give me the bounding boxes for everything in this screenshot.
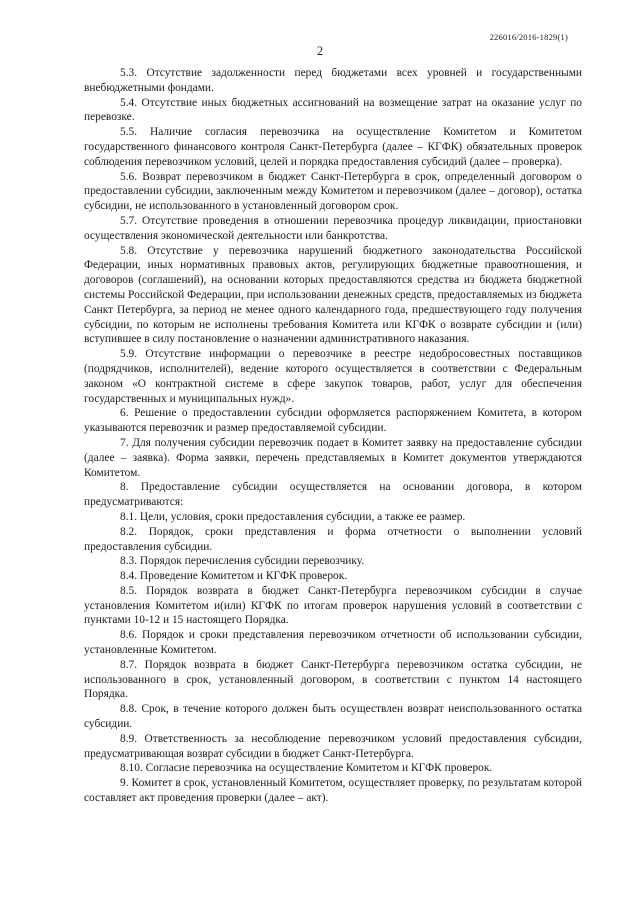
paragraph-8-7: 8.7. Порядок возврата в бюджет Санкт-Петербурга перевозчиком остатка субсидии, не использованного в срок, установленный договором, в соответствии с пунктом 14 настоящего Порядка. xyxy=(84,658,582,701)
paragraph-8-9: 8.9. Ответственность за несоблюдение перевозчиком условий предоставления субсидии, предусматривающая возврат субсидии в бюджет Санкт-Петербурга. xyxy=(84,732,582,760)
paragraph-9: 9. Комитет в срок, установленный Комитетом, осуществляет проверку, по результатам которой составляет акт проведения проверки (далее – акт). xyxy=(84,777,582,805)
document-body xyxy=(84,66,582,806)
paragraph-5-3: 5.3. Отсутствие задолженности перед бюджетами всех уровней и государственными внебюджетными фондами. xyxy=(84,67,582,94)
paragraph-8: 8. Предоставление субсидии осуществляется на основании договора, в котором предусматриваются: xyxy=(84,481,582,509)
paragraph-5-5: 5.5. Наличие согласия перевозчика на осуществление Комитетом и Комитетом государственного финансового контроля Санкт-Петербурга (далее – КГФК) обязательных проверок соблюдения перевозчиком условий, целей и порядка предоставления субсидий (далее – проверка). xyxy=(84,126,582,168)
paragraph-8-2: 8.2. Порядок, сроки представления и форма отчетности о выполнении условий предоставления субсидии. xyxy=(84,525,582,553)
paragraph-7: 7. Для получения субсидии перевозчик подает в Комитет заявку на предоставление субсидии (далее – заявка). Форма заявки, перечень представляемых в Комитет документов утверждаются Комитетом. xyxy=(84,436,582,479)
paragraph-6: 6. Решение о предоставлении субсидии оформляется распоряжением Комитета, в котором указываются перевозчик и размер предоставляемой субсидии. xyxy=(84,407,582,435)
document-id: 226016/2016-1829(1) xyxy=(489,32,568,42)
page-number: 2 xyxy=(316,44,324,58)
paragraph-5-8: 5.8. Отсутствие у перевозчика нарушений бюджетного законодательства Российской Федерации, иных нормативных правовых актов, регулирующих бюджетные правоотношения, и договоров (соглашений), на основании которых предоставляются средства из бюджета бюджетной системы Российской Федерации, при использовании денежных средств, предоставляемых из бюджета Санкт Петербурга, за период не менее одного календарного года, предшествующего году получения субсидии, по которым не исполнены требования Комитета или КГФК о возврате субсидии и (или) вступившее в силу постановление о назначении административного наказания. xyxy=(84,244,582,346)
paragraph-8-6: 8.6. Порядок и сроки представления перевозчиком отчетности об использовании субсидии, установленные Комитетом. xyxy=(84,629,582,657)
paragraph-8-3: 8.3. Порядок перечисления субсидии перевозчику. xyxy=(120,555,365,568)
paragraph-5-7: 5.7. Отсутствие проведения в отношении перевозчика процедур ликвидации, приостановки осуществления экономической деятельности или банкротства. xyxy=(84,214,582,242)
paragraph-8-10: 8.10. Согласие перевозчика на осуществление Комитетом и КГФК проверок. xyxy=(120,762,493,775)
paragraph-8-5: 8.5. Порядок возврата в бюджет Санкт-Петербурга перевозчиком субсидии в случае установления Комитетом и(или) КГФК по итогам проверок нарушения условий в соответствии с пунктами 10-12 и 15 настоящего Порядка. xyxy=(84,584,582,627)
paragraph-5-6: 5.6. Возврат перевозчиком в бюджет Санкт-Петербурга в срок, определенный договором о предоставлении субсидии, заключенным между Комитетом и перевозчиком (далее – договор), остатка субсидии, не использованного в установленный договором срок. xyxy=(84,170,582,213)
paragraph-8-1: 8.1. Цели, условия, сроки предоставления субсидии, а также ее размер. xyxy=(120,510,466,523)
paragraph-8-4: 8.4. Проведение Комитетом и КГФК проверок. xyxy=(120,570,348,583)
paragraph-8-8: 8.8. Срок, в течение которого должен быть осуществлен возврат неиспользованного остатка субсидии. xyxy=(84,703,582,731)
paragraph-5-4: 5.4. Отсутствие иных бюджетных ассигнований на возмещение затрат на оказание услуг по перевозке. xyxy=(84,96,582,124)
paragraph-5-9: 5.9. Отсутствие информации о перевозчике в реестре недобросовестных поставщиков (подрядчиков, исполнителей), ведение которого осуществляется в соответствии с Федеральным законом «О контрактной системе в сфере закупок товаров, работ, услуг для обеспечения государственных и муниципальных нужд». xyxy=(84,348,582,405)
